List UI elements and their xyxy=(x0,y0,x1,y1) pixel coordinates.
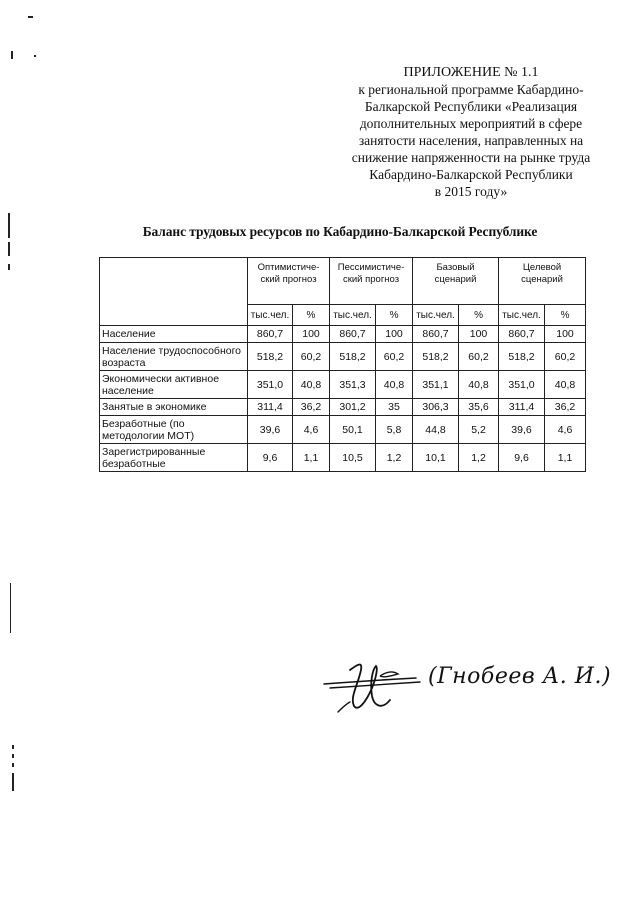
table-cell: 60,2 xyxy=(459,343,499,371)
table-cell: 5,2 xyxy=(459,416,499,444)
table-cell: 306,3 xyxy=(413,399,459,416)
table-cell: 351,3 xyxy=(330,371,376,399)
annex-line: Кабардино-Балкарской Республики xyxy=(369,167,573,182)
table-cell: 36,2 xyxy=(545,399,586,416)
table-cell: 518,2 xyxy=(413,343,459,371)
unit-cell: тыс.чел. xyxy=(499,305,545,326)
table-cell: 40,8 xyxy=(545,371,586,399)
table-cell: 44,8 xyxy=(413,416,459,444)
table-cell: 100 xyxy=(459,326,499,343)
table-cell: 35,6 xyxy=(459,399,499,416)
annex-line: дополнительных мероприятий в сфере xyxy=(359,116,583,131)
table-cell: 1,2 xyxy=(459,444,499,472)
table-header-row xyxy=(100,258,586,305)
header-group-pessimistic: Пессимистиче-ский прогноз xyxy=(330,258,413,305)
annex-title: ПРИЛОЖЕНИЕ № 1.1 xyxy=(403,65,539,80)
row-label: Население xyxy=(100,326,248,343)
header-group-target: Целевой сценарий xyxy=(499,258,586,305)
annex-line: снижение напряженности на рынке труда xyxy=(351,150,591,165)
unit-cell: % xyxy=(459,305,499,326)
table-cell: 9,6 xyxy=(499,444,545,472)
annex-line: в 2015 году» xyxy=(434,184,508,199)
table-cell: 518,2 xyxy=(330,343,376,371)
annex-header xyxy=(340,64,602,200)
table-cell: 60,2 xyxy=(545,343,586,371)
signer-name: (Гнобеев А. И.) xyxy=(428,664,612,689)
unit-cell: тыс.чел. xyxy=(413,305,459,326)
table-cell: 10,1 xyxy=(413,444,459,472)
table-cell: 10,5 xyxy=(330,444,376,472)
row-label: Экономически активное население xyxy=(100,371,248,399)
unit-cell: тыс.чел. xyxy=(248,305,293,326)
table-cell: 311,4 xyxy=(499,399,545,416)
unit-cell: % xyxy=(545,305,586,326)
table-row xyxy=(100,444,586,472)
table-row xyxy=(100,326,586,343)
header-empty-cell xyxy=(100,258,248,326)
row-label: Занятые в экономике xyxy=(100,399,248,416)
table-cell: 5,8 xyxy=(376,416,413,444)
table-cell: 100 xyxy=(293,326,330,343)
annex-line: Балкарской Республики «Реализация xyxy=(364,99,578,114)
table-cell: 1,1 xyxy=(293,444,330,472)
table-cell: 39,6 xyxy=(248,416,293,444)
table-cell: 518,2 xyxy=(248,343,293,371)
table-cell: 4,6 xyxy=(545,416,586,444)
row-label: Безработные (по методологии МОТ) xyxy=(100,416,248,444)
table-cell: 9,6 xyxy=(248,444,293,472)
table-cell: 1,2 xyxy=(376,444,413,472)
table-cell: 518,2 xyxy=(499,343,545,371)
annex-line: занятости населения, направленных на xyxy=(358,133,584,148)
table-cell: 40,8 xyxy=(293,371,330,399)
row-label: Зарегистрированные безработные xyxy=(100,444,248,472)
unit-cell: тыс.чел. xyxy=(330,305,376,326)
handwritten-signature xyxy=(320,640,440,720)
table-cell: 351,1 xyxy=(413,371,459,399)
table-cell: 311,4 xyxy=(248,399,293,416)
table-cell: 100 xyxy=(545,326,586,343)
table-cell: 860,7 xyxy=(330,326,376,343)
unit-cell: % xyxy=(293,305,330,326)
table-cell: 35 xyxy=(376,399,413,416)
table-cell: 860,7 xyxy=(413,326,459,343)
table-cell: 39,6 xyxy=(499,416,545,444)
header-group-base: Базовый сценарий xyxy=(413,258,499,305)
table-row xyxy=(100,416,586,444)
table-cell: 60,2 xyxy=(376,343,413,371)
unit-cell: % xyxy=(376,305,413,326)
table-cell: 860,7 xyxy=(499,326,545,343)
table-cell: 36,2 xyxy=(293,399,330,416)
header-group-optimistic: Оптимистиче-ский прогноз xyxy=(248,258,330,305)
table-cell: 4,6 xyxy=(293,416,330,444)
row-label: Население трудоспособного возраста xyxy=(100,343,248,371)
table-cell: 60,2 xyxy=(293,343,330,371)
table-cell: 100 xyxy=(376,326,413,343)
table-cell: 50,1 xyxy=(330,416,376,444)
table-cell: 351,0 xyxy=(248,371,293,399)
table-row xyxy=(100,371,586,399)
table-cell: 860,7 xyxy=(248,326,293,343)
table-cell: 40,8 xyxy=(376,371,413,399)
table-cell: 351,0 xyxy=(499,371,545,399)
annex-line: к региональной программе Кабардино- xyxy=(358,82,584,97)
table-cell: 1,1 xyxy=(545,444,586,472)
table-cell: 40,8 xyxy=(459,371,499,399)
table-row xyxy=(100,343,586,371)
document-title: Баланс трудовых ресурсов по Кабардино-Балкарской Республике xyxy=(142,224,538,239)
table-cell: 301,2 xyxy=(330,399,376,416)
labor-balance-table xyxy=(99,257,586,472)
table-row xyxy=(100,399,586,416)
